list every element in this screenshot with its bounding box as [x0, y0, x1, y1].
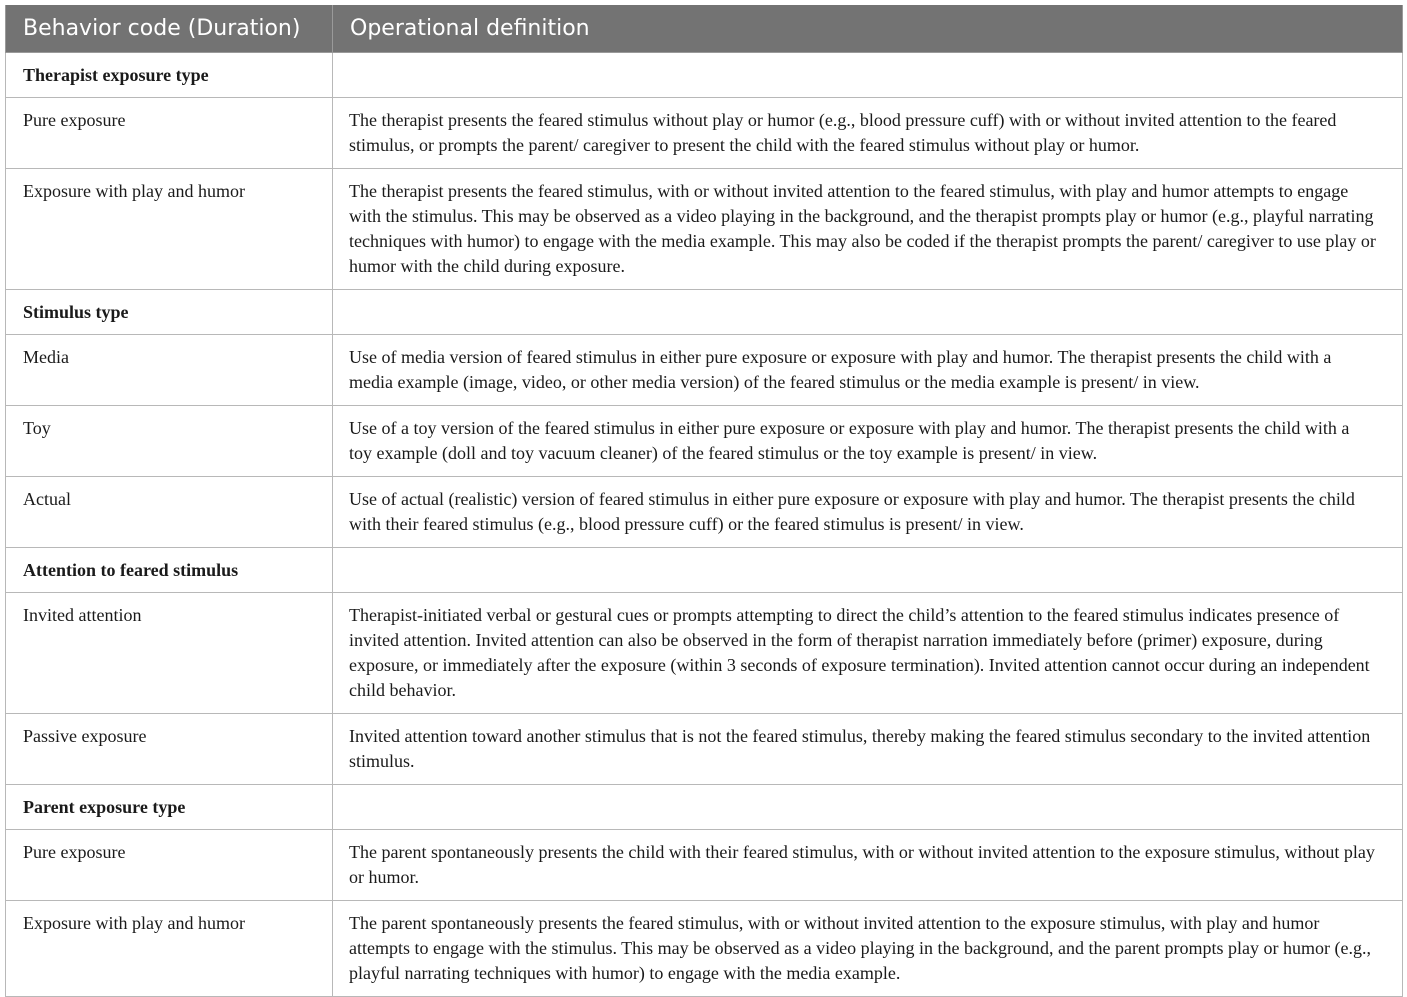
category-label: Therapist exposure type [6, 53, 333, 98]
table-body [6, 53, 1403, 997]
behavior-code-cell: Pure exposure [6, 830, 333, 901]
behavior-code-cell: Exposure with play and humor [6, 169, 333, 290]
header-behavior-code: Behavior code (Duration) [6, 5, 333, 53]
definition-cell: The parent spontaneously presents the feared stimulus, with or without invited attention to the exposure stimulus, with play and humor attempts to engage with the stimulus. This may be observed as a video playing in the background, and the parent prompts play or humor (e.g., playful narrating techniques with humor) to engage with the media example. [333, 901, 1403, 997]
category-row [6, 548, 1403, 593]
table-row [6, 98, 1403, 169]
category-definition-cell [333, 290, 1403, 335]
category-label: Stimulus type [6, 290, 333, 335]
behavior-code-cell: Media [6, 335, 333, 406]
behavior-code-table-container [5, 5, 1402, 997]
definition-cell: Use of media version of feared stimulus in either pure exposure or exposure with play and humor. The therapist presents the child with a media example (image, video, or other media version) of the feared stimulus or the media example is present/ in view. [333, 335, 1403, 406]
category-definition-cell [333, 785, 1403, 830]
table-row [6, 477, 1403, 548]
category-definition-cell [333, 53, 1403, 98]
table-row [6, 901, 1403, 997]
definition-cell: Invited attention toward another stimulus that is not the feared stimulus, thereby making the feared stimulus secondary to the invited attention stimulus. [333, 714, 1403, 785]
definition-cell: Therapist-initiated verbal or gestural cues or prompts attempting to direct the child’s attention to the feared stimulus indicates presence of invited attention. Invited attention can also be observed in the form of therapist narration immediately before (primer) exposure, during exposure, or immediately after the exposure (within 3 seconds of exposure termination). Invited attention cannot occur during an independent child behavior. [333, 593, 1403, 714]
behavior-code-cell: Pure exposure [6, 98, 333, 169]
definition-cell: The parent spontaneously presents the child with their feared stimulus, with or without invited attention to the exposure stimulus, without play or humor. [333, 830, 1403, 901]
table-row [6, 335, 1403, 406]
category-row [6, 785, 1403, 830]
definition-cell: The therapist presents the feared stimulus, with or without invited attention to the feared stimulus, with play and humor attempts to engage with the stimulus. This may be observed as a video playing in the background, and the therapist prompts play or humor (e.g., playful narrating techniques with humor) to engage with the media example. This may also be coded if the therapist prompts the parent/ caregiver to use play or humor with the child during exposure. [333, 169, 1403, 290]
table-row [6, 830, 1403, 901]
category-definition-cell [333, 548, 1403, 593]
behavior-code-cell: Passive exposure [6, 714, 333, 785]
table-row [6, 593, 1403, 714]
behavior-code-table [5, 5, 1403, 997]
definition-cell: The therapist presents the feared stimulus without play or humor (e.g., blood pressure cuff) with or without invited attention to the feared stimulus, or prompts the parent/ caregiver to present the child with the feared stimulus without play or humor. [333, 98, 1403, 169]
table-row [6, 169, 1403, 290]
table-row [6, 406, 1403, 477]
table-header [6, 5, 1403, 53]
category-label: Parent exposure type [6, 785, 333, 830]
behavior-code-cell: Invited attention [6, 593, 333, 714]
table-row [6, 714, 1403, 785]
definition-cell: Use of actual (realistic) version of feared stimulus in either pure exposure or exposure with play and humor. The therapist presents the child with their feared stimulus (e.g., blood pressure cuff) or the feared stimulus is present/ in view. [333, 477, 1403, 548]
behavior-code-cell: Exposure with play and humor [6, 901, 333, 997]
header-operational-definition: Operational definition [333, 5, 1403, 53]
table-header-row [6, 5, 1403, 53]
behavior-code-cell: Actual [6, 477, 333, 548]
category-label: Attention to feared stimulus [6, 548, 333, 593]
category-row [6, 53, 1403, 98]
category-row [6, 290, 1403, 335]
behavior-code-cell: Toy [6, 406, 333, 477]
definition-cell: Use of a toy version of the feared stimulus in either pure exposure or exposure with play and humor. The therapist presents the child with a toy example (doll and toy vacuum cleaner) of the feared stimulus or the toy example is present/ in view. [333, 406, 1403, 477]
